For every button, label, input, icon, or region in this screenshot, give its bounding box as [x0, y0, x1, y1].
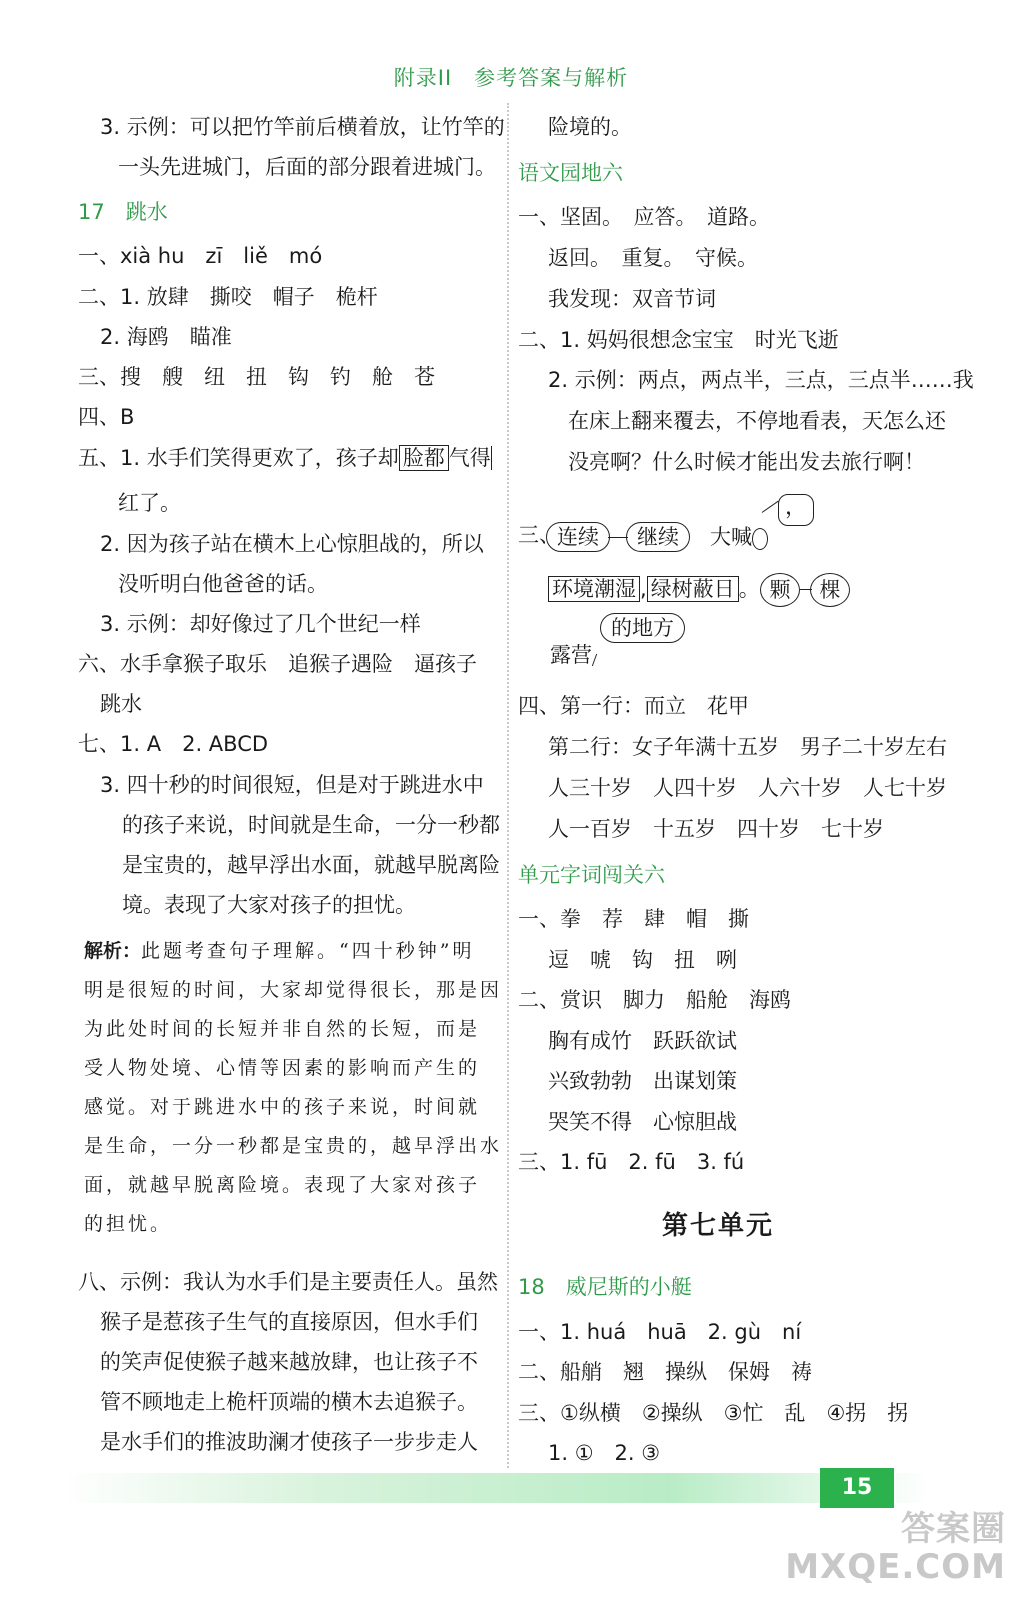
line-text: 没亮啊？什么时候才能出发去旅行啊！: [568, 450, 925, 474]
circle-ke-b-label: 棵: [810, 573, 850, 607]
line-text: 三、搜 艘 纽 扭 钩 钓 舱 苍: [78, 365, 435, 389]
line-text: 八、示例：我认为水手们是主要责任人。虽然: [78, 1270, 498, 1294]
line-text: 的孩子来说，时间就是生命，一分一秒都: [122, 813, 500, 837]
circle-ke-a-label: 颗: [760, 573, 800, 607]
line-text: 三、1. fū 2. fū 3. fú: [518, 1150, 745, 1174]
answer-line: [548, 732, 947, 762]
answer-line: [548, 365, 974, 395]
line-text: 3. 四十秒的时间很短，但是对于跳进水中: [100, 773, 484, 797]
analysis-text: 是生命，一分一秒都是宝贵的，越早浮出水: [84, 1135, 503, 1157]
answer-line: [548, 945, 737, 975]
answer-line: [122, 810, 500, 840]
line-text: 2. 海鸥 瞄准: [100, 325, 232, 349]
analysis-line: [84, 1092, 480, 1122]
oval-lianxu-label: 连续: [546, 522, 610, 552]
line-text: 三、①纵横 ②操纵 ③忙 乱 ④拐 拐: [518, 1401, 909, 1425]
answer-line: [548, 773, 947, 803]
analysis-text: 为此处时间的长短并非自然的长短，而是: [84, 1018, 481, 1040]
answer-line: [100, 1347, 478, 1377]
answer-line: [78, 729, 268, 759]
line-text: 3. 示例：却好像过了几个世纪一样: [100, 612, 421, 636]
line-text: 管不顾地走上桅杆顶端的横木去追猴子。: [100, 1390, 478, 1414]
line-text: 猴子是惹孩子生气的直接原因，但水手们: [100, 1310, 478, 1334]
line-text: 五、1. 水手们笑得更欢了，孩子却: [78, 446, 399, 470]
answer-line: [78, 402, 134, 432]
oval-jixu: [626, 522, 690, 552]
line-text: 境。表现了大家对孩子的担忧。: [122, 893, 416, 917]
answer-line: [518, 1398, 908, 1428]
answer-line: [548, 814, 884, 844]
line-text: 18 威尼斯的小艇: [518, 1275, 692, 1299]
line-text: 七、1. A 2. ABCD: [78, 732, 269, 756]
section-title: [518, 860, 665, 890]
answer-line: [100, 1387, 478, 1417]
line-text: 红了。: [118, 491, 181, 515]
boxed-phrases: [548, 574, 760, 604]
analysis-line: [84, 936, 474, 966]
line-text: 一、拳 荐 肆 帽 撕: [518, 907, 749, 931]
shout-word: 大喊: [710, 525, 752, 549]
insert-mark: [752, 528, 768, 550]
line-text: 是水手们的推波助澜才使孩子一步步走人: [100, 1430, 478, 1454]
analysis-line: [84, 1209, 172, 1239]
section-title: [518, 158, 623, 188]
line-text: 的笑声促使猴子越来越放肆，也让孩子不: [100, 1350, 478, 1374]
bubble-pointer: [762, 501, 779, 513]
answer-line: [100, 1427, 478, 1457]
line-text: 单元字词闯关六: [518, 863, 665, 887]
answer-line: [548, 112, 632, 142]
section-title: [78, 197, 168, 227]
oval-lianxu: [546, 522, 610, 552]
answer-line: [122, 890, 416, 920]
figure-period: 。: [738, 577, 760, 601]
answer-line: [518, 202, 770, 232]
answer-line: [78, 443, 492, 473]
line-text: 二、1. 妈妈很想念宝宝 时光飞逝: [518, 328, 839, 352]
analysis-text: 明是很短的时间，大家却觉得很长，那是因: [84, 979, 503, 1001]
answer-line: [118, 152, 496, 182]
section-title: [518, 1272, 692, 1302]
answer-line: [118, 488, 181, 518]
circle-ke-a: [760, 573, 800, 607]
answer-line: [100, 770, 484, 800]
line-text: 一头先进城门，后面的部分跟着进城门。: [118, 155, 496, 179]
analysis-text: 的担忧。: [84, 1213, 173, 1235]
line-text: 人三十岁 人四十岁 人六十岁 人七十岁: [548, 776, 947, 800]
watermark-logo: 答案圈 MXQE.COM: [785, 1509, 1006, 1587]
answer-line: [100, 609, 421, 639]
figure-prefix: 三、: [518, 523, 560, 547]
line-text: 二、船艄 翘 操纵 保姆 祷: [518, 1360, 812, 1384]
analysis-text: 面，就越早脱离险境。表现了大家对孩子: [84, 1174, 481, 1196]
oval-jixu-label: 继续: [626, 522, 690, 552]
answer-line: [568, 447, 925, 477]
line-text: 没听明白他爸爸的话。: [118, 572, 328, 596]
connector-line: [608, 537, 628, 538]
answer-line: [548, 243, 758, 273]
line-text: 一、坚固。 应答。 道路。: [518, 205, 770, 229]
answer-line: [100, 322, 232, 352]
answer-line: [78, 1267, 498, 1297]
unit-title: 第七单元: [662, 1211, 775, 1241]
line-text: 险境的。: [548, 115, 632, 139]
line-text: 我发现：双音节词: [548, 287, 716, 311]
line-text: 二、1. 放肆 撕咬 帽子 桅杆: [78, 285, 378, 309]
line-text: 四、B: [78, 405, 135, 429]
line-text: 四、第一行：而立 花甲: [518, 694, 749, 718]
answer-line: [548, 1066, 737, 1096]
answer-line: [518, 904, 749, 934]
answer-line: [78, 241, 322, 271]
answer-line: [78, 649, 477, 679]
line-text: 一、xià hu zī liě mó: [78, 244, 323, 268]
answer-line: [122, 850, 500, 880]
analysis-line: [84, 1131, 502, 1161]
answer-line: [118, 569, 328, 599]
line-text: 17 跳水: [78, 200, 168, 224]
line-text: 哭笑不得 心惊胆战: [548, 1110, 737, 1134]
comma-bubble: ，: [778, 494, 814, 526]
caret-mark: [592, 654, 605, 666]
page-header: 附录II 参考答案与解析: [393, 66, 629, 90]
line-text: 是宝贵的，越早浮出水面，就越早脱离险: [122, 853, 500, 877]
answer-line: [518, 1357, 812, 1387]
boxed-tail: 气得: [448, 446, 491, 470]
line-text: 1. ① 2. ③: [548, 1441, 661, 1465]
page-number: 15: [820, 1468, 894, 1508]
line-text: 胸有成竹 跃跃欲试: [548, 1029, 737, 1053]
line-text: 2. 因为孩子站在横木上心惊胆战的，所以: [100, 532, 484, 556]
line-text: 二、赏识 脚力 船舱 海鸥: [518, 988, 791, 1012]
line-text: 跳水: [100, 692, 142, 716]
analysis-text: 受人物处境、心情等因素的影响而产生的: [84, 1057, 481, 1079]
analysis-text: 此题考查句子理解。“四十秒钟”明: [141, 940, 475, 962]
analysis-line: [84, 1014, 480, 1044]
answer-line: [100, 1307, 478, 1337]
line-text: 返回。 重复。 守候。: [548, 246, 758, 270]
line-text: 六、水手拿猴子取乐 追猴子遇险 逼孩子: [78, 652, 477, 676]
boxed-word: 脸都: [399, 445, 449, 471]
analysis-text: 感觉。对于跳进水中的孩子来说，时间就: [84, 1096, 481, 1118]
insert-bubble: [600, 613, 685, 643]
line-text: 第二行：女子年满十五岁 男子二十岁左右: [548, 735, 947, 759]
line-text: 在床上翻来覆去，不停地看表，天怎么还: [568, 409, 946, 433]
answer-line: [100, 529, 484, 559]
analysis-line: [84, 975, 502, 1005]
insert-bubble-label: 的地方: [600, 613, 685, 643]
box-huanjing: 环境潮湿: [548, 576, 640, 602]
footer-band: [60, 1473, 930, 1503]
answer-line: [78, 282, 378, 312]
analysis-line: [84, 1170, 480, 1200]
answer-line: [100, 112, 505, 142]
camp-word: 露营: [550, 643, 592, 667]
line-text: 2. 示例：两点，两点半，三点，三点半……我: [548, 368, 974, 392]
answer-line: [100, 689, 142, 719]
line-text: 逗 唬 钩 扭 咧: [548, 948, 737, 972]
answer-line: [518, 691, 749, 721]
answer-line: [78, 362, 435, 392]
line-text: 兴致勃勃 出谋划策: [548, 1069, 737, 1093]
analysis-line: [84, 1053, 480, 1083]
line-text: 一、1. huá huā 2. gù ní: [518, 1320, 802, 1344]
answer-line: [548, 1438, 660, 1468]
box-separator: ,: [640, 577, 647, 601]
answer-line: [518, 985, 791, 1015]
answer-line: [518, 1317, 801, 1347]
line-text: 3. 示例：可以把竹竿前后横着放，让竹竿的: [100, 115, 505, 139]
analysis-label: 解析：: [84, 940, 142, 962]
answer-line: [518, 1147, 744, 1177]
answer-line: [518, 325, 839, 355]
box-lvshu: 绿树蔽日: [647, 576, 739, 602]
column-divider: [507, 103, 509, 1468]
answer-line: [568, 406, 946, 436]
answer-line: [548, 284, 716, 314]
answer-line: [548, 1026, 737, 1056]
circle-ke-b: [810, 573, 850, 607]
answer-line: [548, 1107, 737, 1137]
line-text: 语文园地六: [518, 161, 623, 185]
line-text: 人一百岁 十五岁 四十岁 七十岁: [548, 817, 884, 841]
